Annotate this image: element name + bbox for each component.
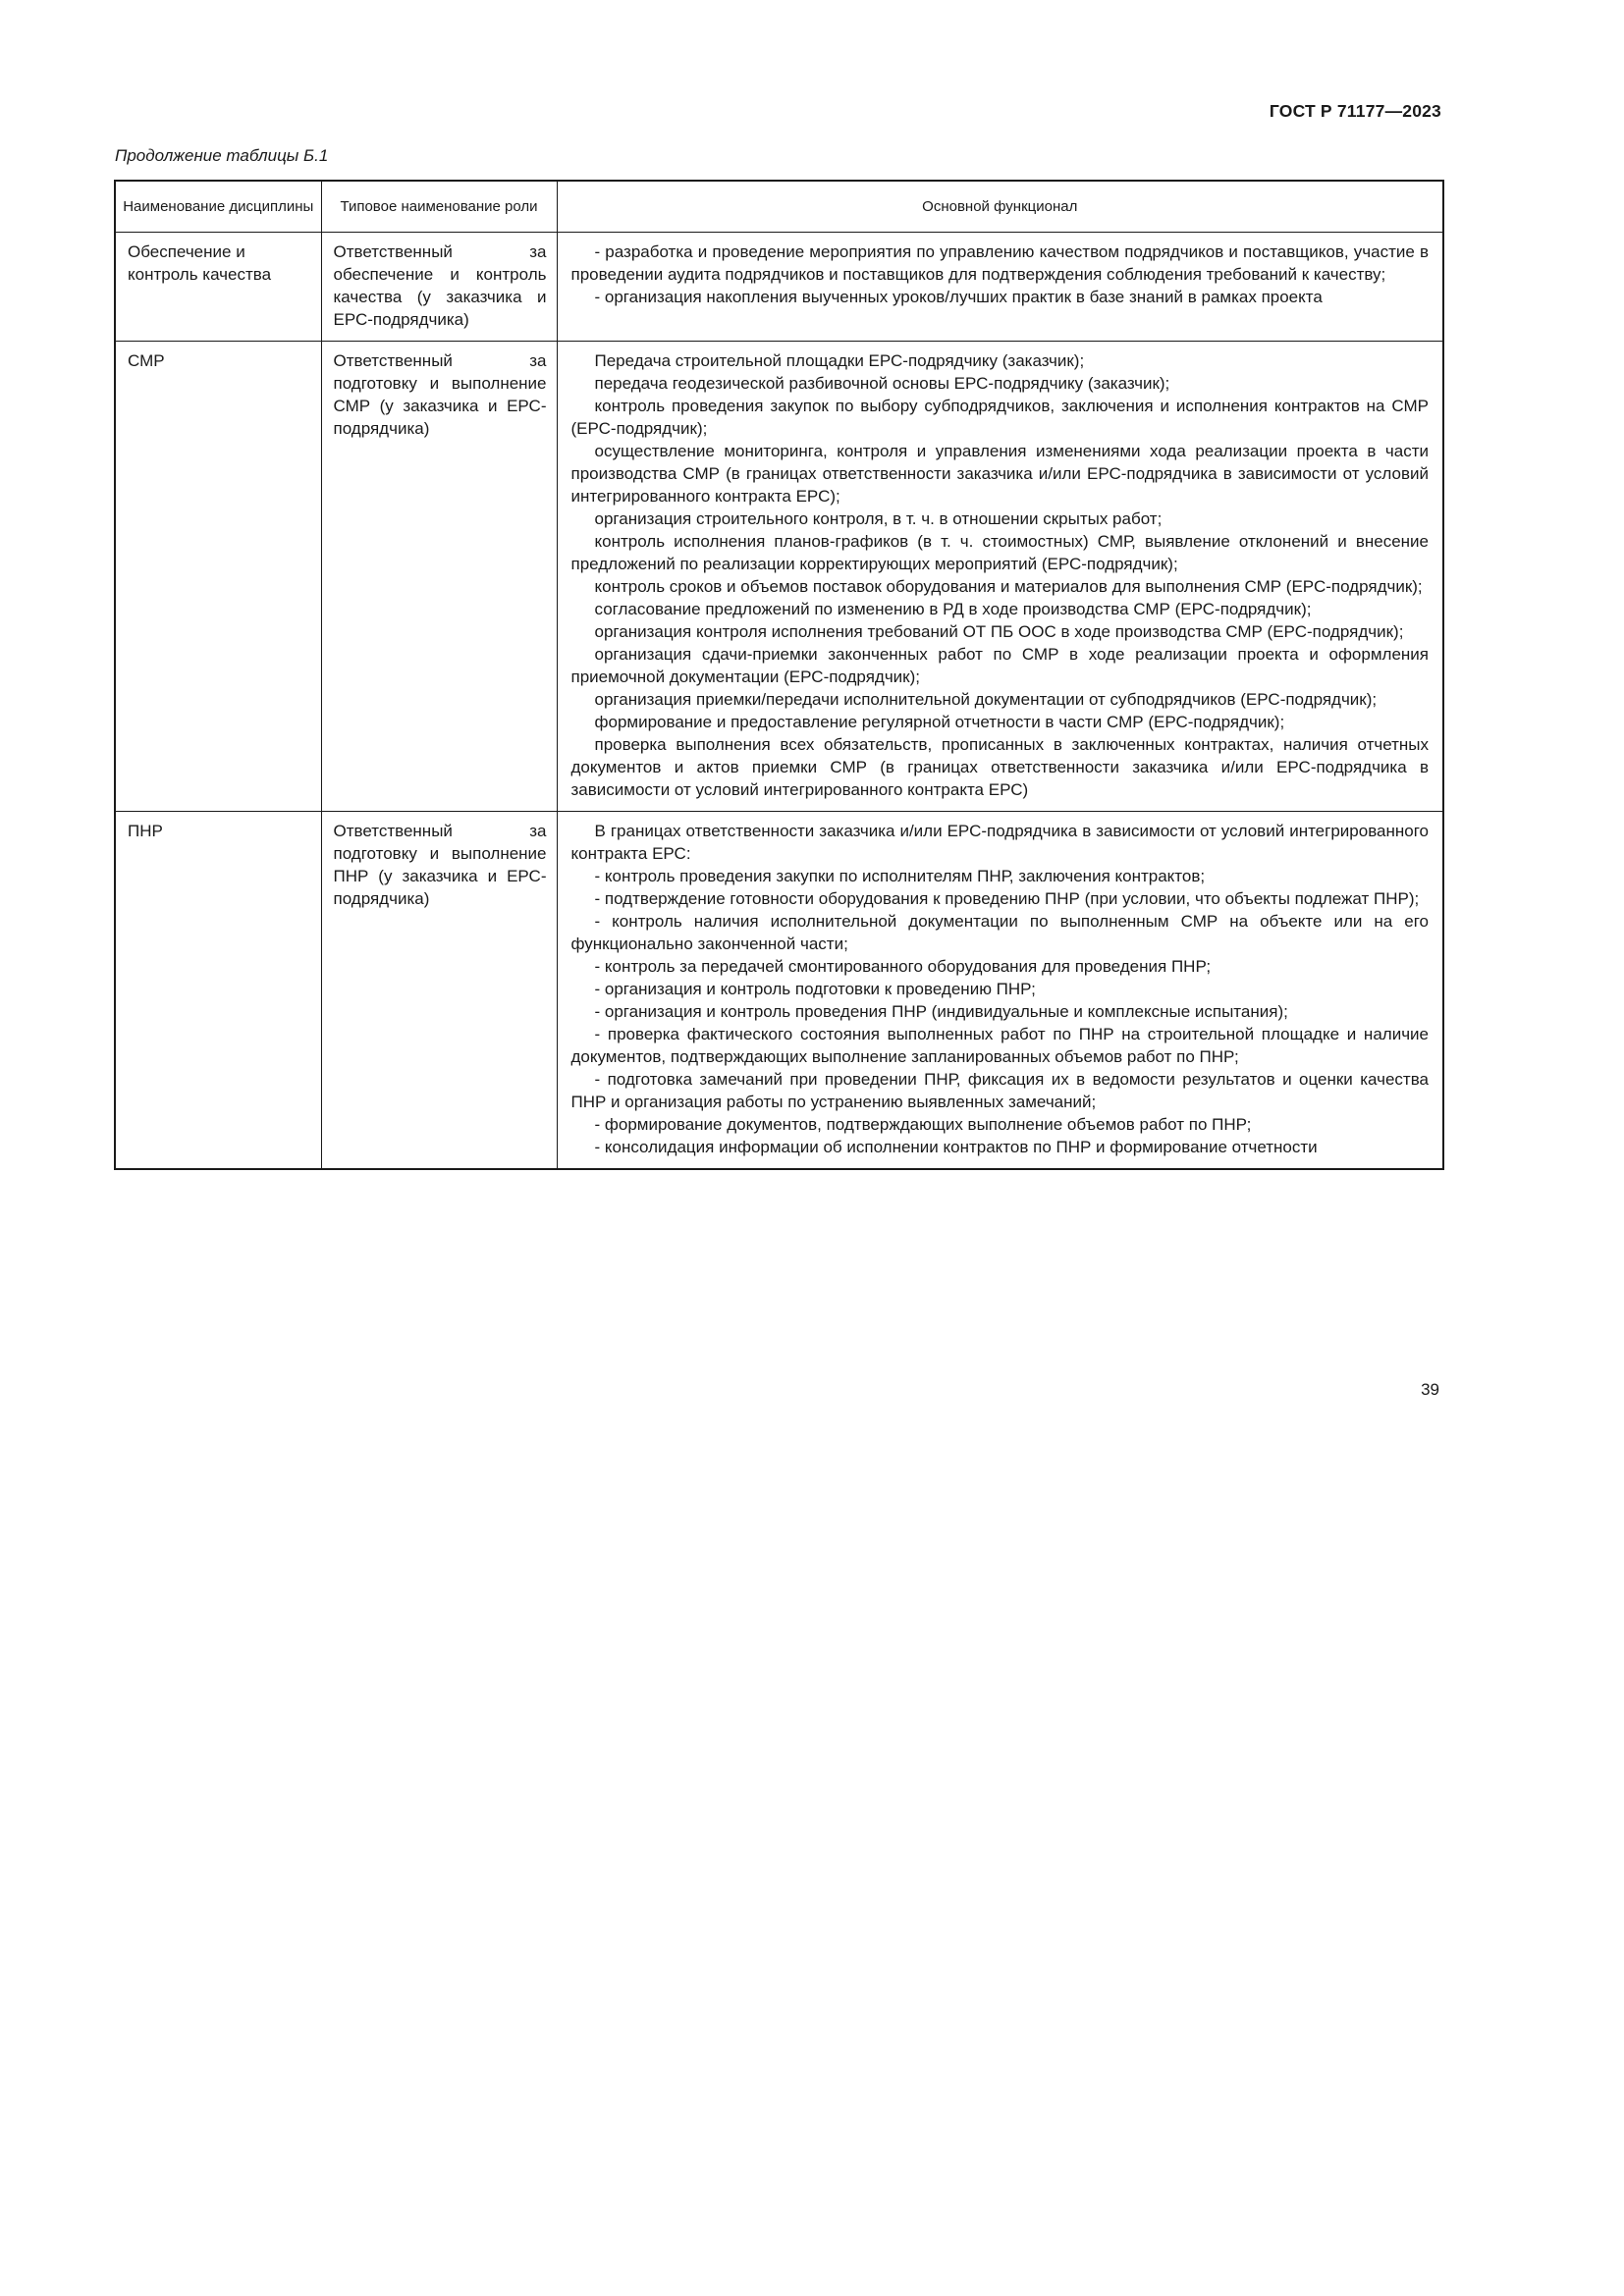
function-paragraph: - контроль проведения закупки по исполнителям ПНР, заключения контрактов; [594,866,1206,885]
function-paragraph: организация строительного контроля, в т. ч. в отношении скрытых работ; [594,508,1163,528]
function-paragraph: передача геодезической разбивочной основы ЕРС-подрядчику (заказчик); [594,373,1170,393]
function-paragraph: - организация накопления выученных уроков/лучших практик в базе знаний в рамках проекта [594,287,1323,306]
table-row [115,341,1443,811]
table-row [115,811,1443,1169]
role-cell: Ответственный за обеспечение и контроль качества (у заказчика и ЕРС-подрядчика) [321,232,557,341]
header-discipline: Наименование дисциплины [115,181,321,232]
function-paragraph: организация контроля исполнения требований ОТ ПБ ООС в ходе производства СМР (ЕРС-подрядчик); [594,621,1404,641]
function-paragraph: - организация и контроль проведения ПНР (индивидуальные и комплексные испытания); [594,1001,1288,1021]
function-paragraph: - проверка фактического состояния выполненных работ по ПНР на строительной площадке и наличие документов, подтверждающих выполнение запланированных объемов работ по ПНР; [570,1024,1429,1066]
function-paragraph: проверка выполнения всех обязательств, прописанных в заключенных контрактах, наличия отчетных документов и актов приемки СМР (в границах ответственности заказчика и/или ЕРС-подрядчика в зависимости от условий интегрированного контракта ЕРС) [570,734,1429,799]
functional-cell [557,341,1443,811]
function-paragraph: - организация и контроль подготовки к проведению ПНР; [594,979,1036,998]
discipline-cell: Обеспечение и контроль качества [115,232,321,341]
function-paragraph: - консолидация информации об исполнении контрактов по ПНР и формирование отчетности [594,1137,1318,1156]
document-code: ГОСТ Р 71177—2023 [1269,101,1441,121]
discipline-cell: СМР [115,341,321,811]
roles-table [114,180,1444,1170]
function-paragraph: Передача строительной площадки ЕРС-подрядчику (заказчик); [594,350,1085,370]
function-paragraph: организация сдачи-приемки законченных работ по СМР в ходе реализации проекта и оформления приемочной документации (ЕРС-подрядчик); [570,644,1429,686]
table-container [114,180,1442,1170]
page-number: 39 [1421,1380,1439,1399]
function-paragraph: - подготовка замечаний при проведении ПНР, фиксация их в ведомости результатов и оценки качества ПНР и организация работы по устранению выявленных замечаний; [570,1069,1429,1111]
function-paragraph: контроль исполнения планов-графиков (в т. ч. стоимостных) СМР, выявление отклонений и внесение предложений по реализации корректирующих мероприятий (ЕРС-подрядчик); [570,531,1429,573]
function-paragraph: контроль проведения закупок по выбору субподрядчиков, заключения и исполнения контрактов на СМР (ЕРС-подрядчик); [570,396,1429,438]
table-caption: Продолжение таблицы Б.1 [115,146,329,165]
header-functional: Основной функционал [557,181,1443,232]
table-head [115,181,1443,232]
header-role: Типовое наименование роли [321,181,557,232]
function-paragraph: В границах ответственности заказчика и/или ЕРС-подрядчика в зависимости от условий интегрированного контракта ЕРС: [570,821,1429,863]
table-row [115,232,1443,341]
discipline-cell: ПНР [115,811,321,1169]
function-paragraph: - разработка и проведение мероприятия по управлению качеством подрядчиков и поставщиков, участие в проведении аудита подрядчиков и поставщиков для подтверждения соблюдения требований к качеству; [570,241,1429,284]
function-paragraph: - формирование документов, подтверждающих выполнение объемов работ по ПНР; [594,1114,1252,1134]
function-paragraph: - контроль за передачей смонтированного оборудования для проведения ПНР; [594,956,1212,976]
function-paragraph: - контроль наличия исполнительной документации по выполненным СМР на объекте или на его функционально законченной части; [570,911,1429,953]
table-body [115,232,1443,1169]
functional-cell [557,232,1443,341]
function-paragraph: - подтверждение готовности оборудования к проведению ПНР (при условии, что объекты подлежат ПНР); [594,888,1420,908]
function-paragraph: согласование предложений по изменению в РД в ходе производства СМР (ЕРС-подрядчик); [594,599,1312,618]
function-paragraph: осуществление мониторинга, контроля и управления изменениями хода реализации проекта в части производства СМР (в границах ответственности заказчика и/или ЕРС-подрядчика в зависимости от условий интегрированного контракта ЕРС); [570,441,1429,506]
role-cell: Ответственный за подготовку и выполнение ПНР (у заказчика и ЕРС-подрядчика) [321,811,557,1169]
function-paragraph: контроль сроков и объемов поставок оборудования и материалов для выполнения СМР (ЕРС-подрядчик); [594,576,1423,596]
function-paragraph: формирование и предоставление регулярной отчетности в части СМР (ЕРС-подрядчик); [594,712,1285,731]
table-header-row [115,181,1443,232]
function-paragraph: организация приемки/передачи исполнительной документации от субподрядчиков (ЕРС-подрядчик); [594,689,1378,709]
functional-cell [557,811,1443,1169]
role-cell: Ответственный за подготовку и выполнение СМР (у заказчика и ЕРС-подрядчика) [321,341,557,811]
